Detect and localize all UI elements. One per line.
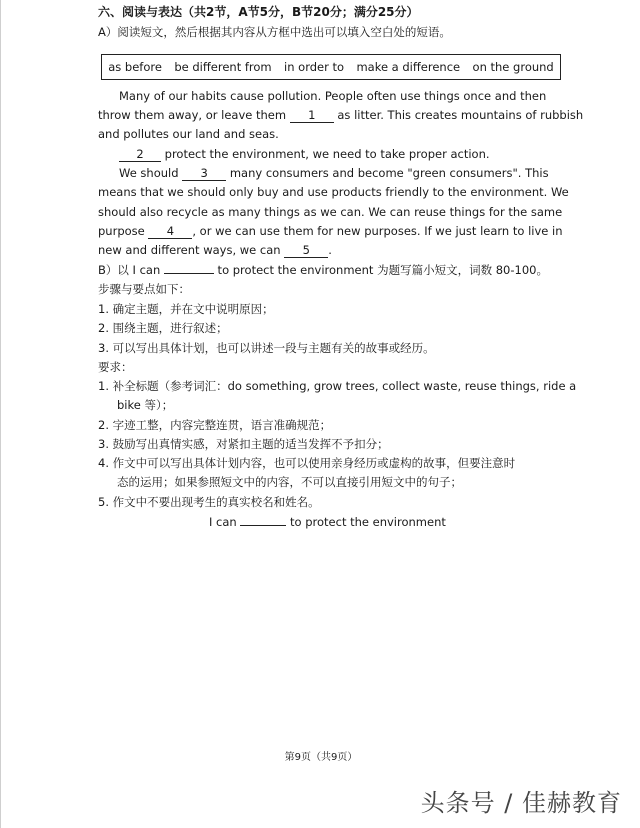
word-option: make a difference	[356, 60, 461, 74]
page-footer: 第9页（共9页）	[284, 752, 358, 763]
step-item: 2. 围绕主题，进行叙述；	[98, 321, 228, 335]
passage-line: 2 protect the environment, we need to take proper action.	[119, 146, 490, 162]
blank-1: 1	[290, 109, 334, 123]
word-box	[101, 54, 561, 80]
blank-4: 4	[148, 225, 192, 239]
requirement-item: 态的运用；如果参照短文中的内容，不可以直接引用短文中的句子；	[117, 475, 462, 489]
blank-3: 3	[182, 167, 226, 181]
step-item: 3. 可以写出具体计划，也可以讲述一段与主题有关的故事或经历。	[98, 341, 435, 355]
part-b-prompt: B）以 I can to protect the environment 为题写篇小短文，词数 80-100。	[98, 263, 548, 277]
passage-line: new and different ways, we can 5 .	[98, 243, 332, 257]
passage-line: means that we should only buy and use products friendly to the environment. We	[98, 185, 569, 199]
word-option: on the ground	[472, 60, 554, 74]
word-option: be different from	[174, 60, 272, 74]
passage-line: should also recycle as many things as we can. We can reuse things for the same	[98, 205, 563, 219]
requirements-title: 要求：	[98, 360, 133, 374]
requirement-item: 2. 字迹工整，内容完整连贯，语言准确规范；	[98, 418, 332, 432]
passage-line: Many of our habits cause pollution. People often use things once and then	[119, 89, 547, 103]
title-blank	[164, 273, 214, 274]
requirement-item: 1. 补全标题（参考词汇：do something, grow trees, collect waste, reuse things, ride a	[98, 379, 577, 393]
essay-title-blank	[240, 525, 286, 526]
requirement-item: 4. 作文中可以写出具体计划内容，也可以使用亲身经历或虚构的故事，但要注意时	[98, 456, 516, 470]
part-a-instruction: A）阅读短文，然后根据其内容从方框中选出可以填入空白处的短语。	[98, 25, 451, 39]
word-option: in order to	[284, 60, 345, 74]
passage-line: We should 3 many consumers and become "green consumers". This	[119, 166, 549, 180]
step-item: 1. 确定主题，并在文中说明原因；	[98, 302, 274, 316]
passage-line: purpose 4 , or we can use them for new purposes. If we just learn to live in	[98, 224, 563, 238]
requirement-item: 5. 作文中不要出现考生的真实校名和姓名。	[98, 495, 320, 509]
passage-line: throw them away, or leave them 1 as litter. This creates mountains of rubbish	[98, 108, 584, 122]
blank-5: 5	[284, 244, 328, 258]
passage-line: and pollutes our land and seas.	[98, 127, 279, 141]
steps-title: 步骤与要点如下：	[98, 282, 190, 296]
requirement-item: bike 等）；	[117, 398, 174, 412]
word-option: as before	[108, 60, 162, 74]
blank-2: 2	[119, 148, 161, 162]
requirement-item: 3. 鼓励写出真情实感，对紧扣主题的适当发挥不予扣分；	[98, 437, 389, 451]
section-title: 六、阅读与表达（共2节，A节5分，B节20分；满分25分）	[98, 5, 419, 19]
essay-title: I can to protect the environment	[209, 515, 446, 529]
brand-watermark: 头条号 / 佳赫教育	[420, 789, 622, 817]
